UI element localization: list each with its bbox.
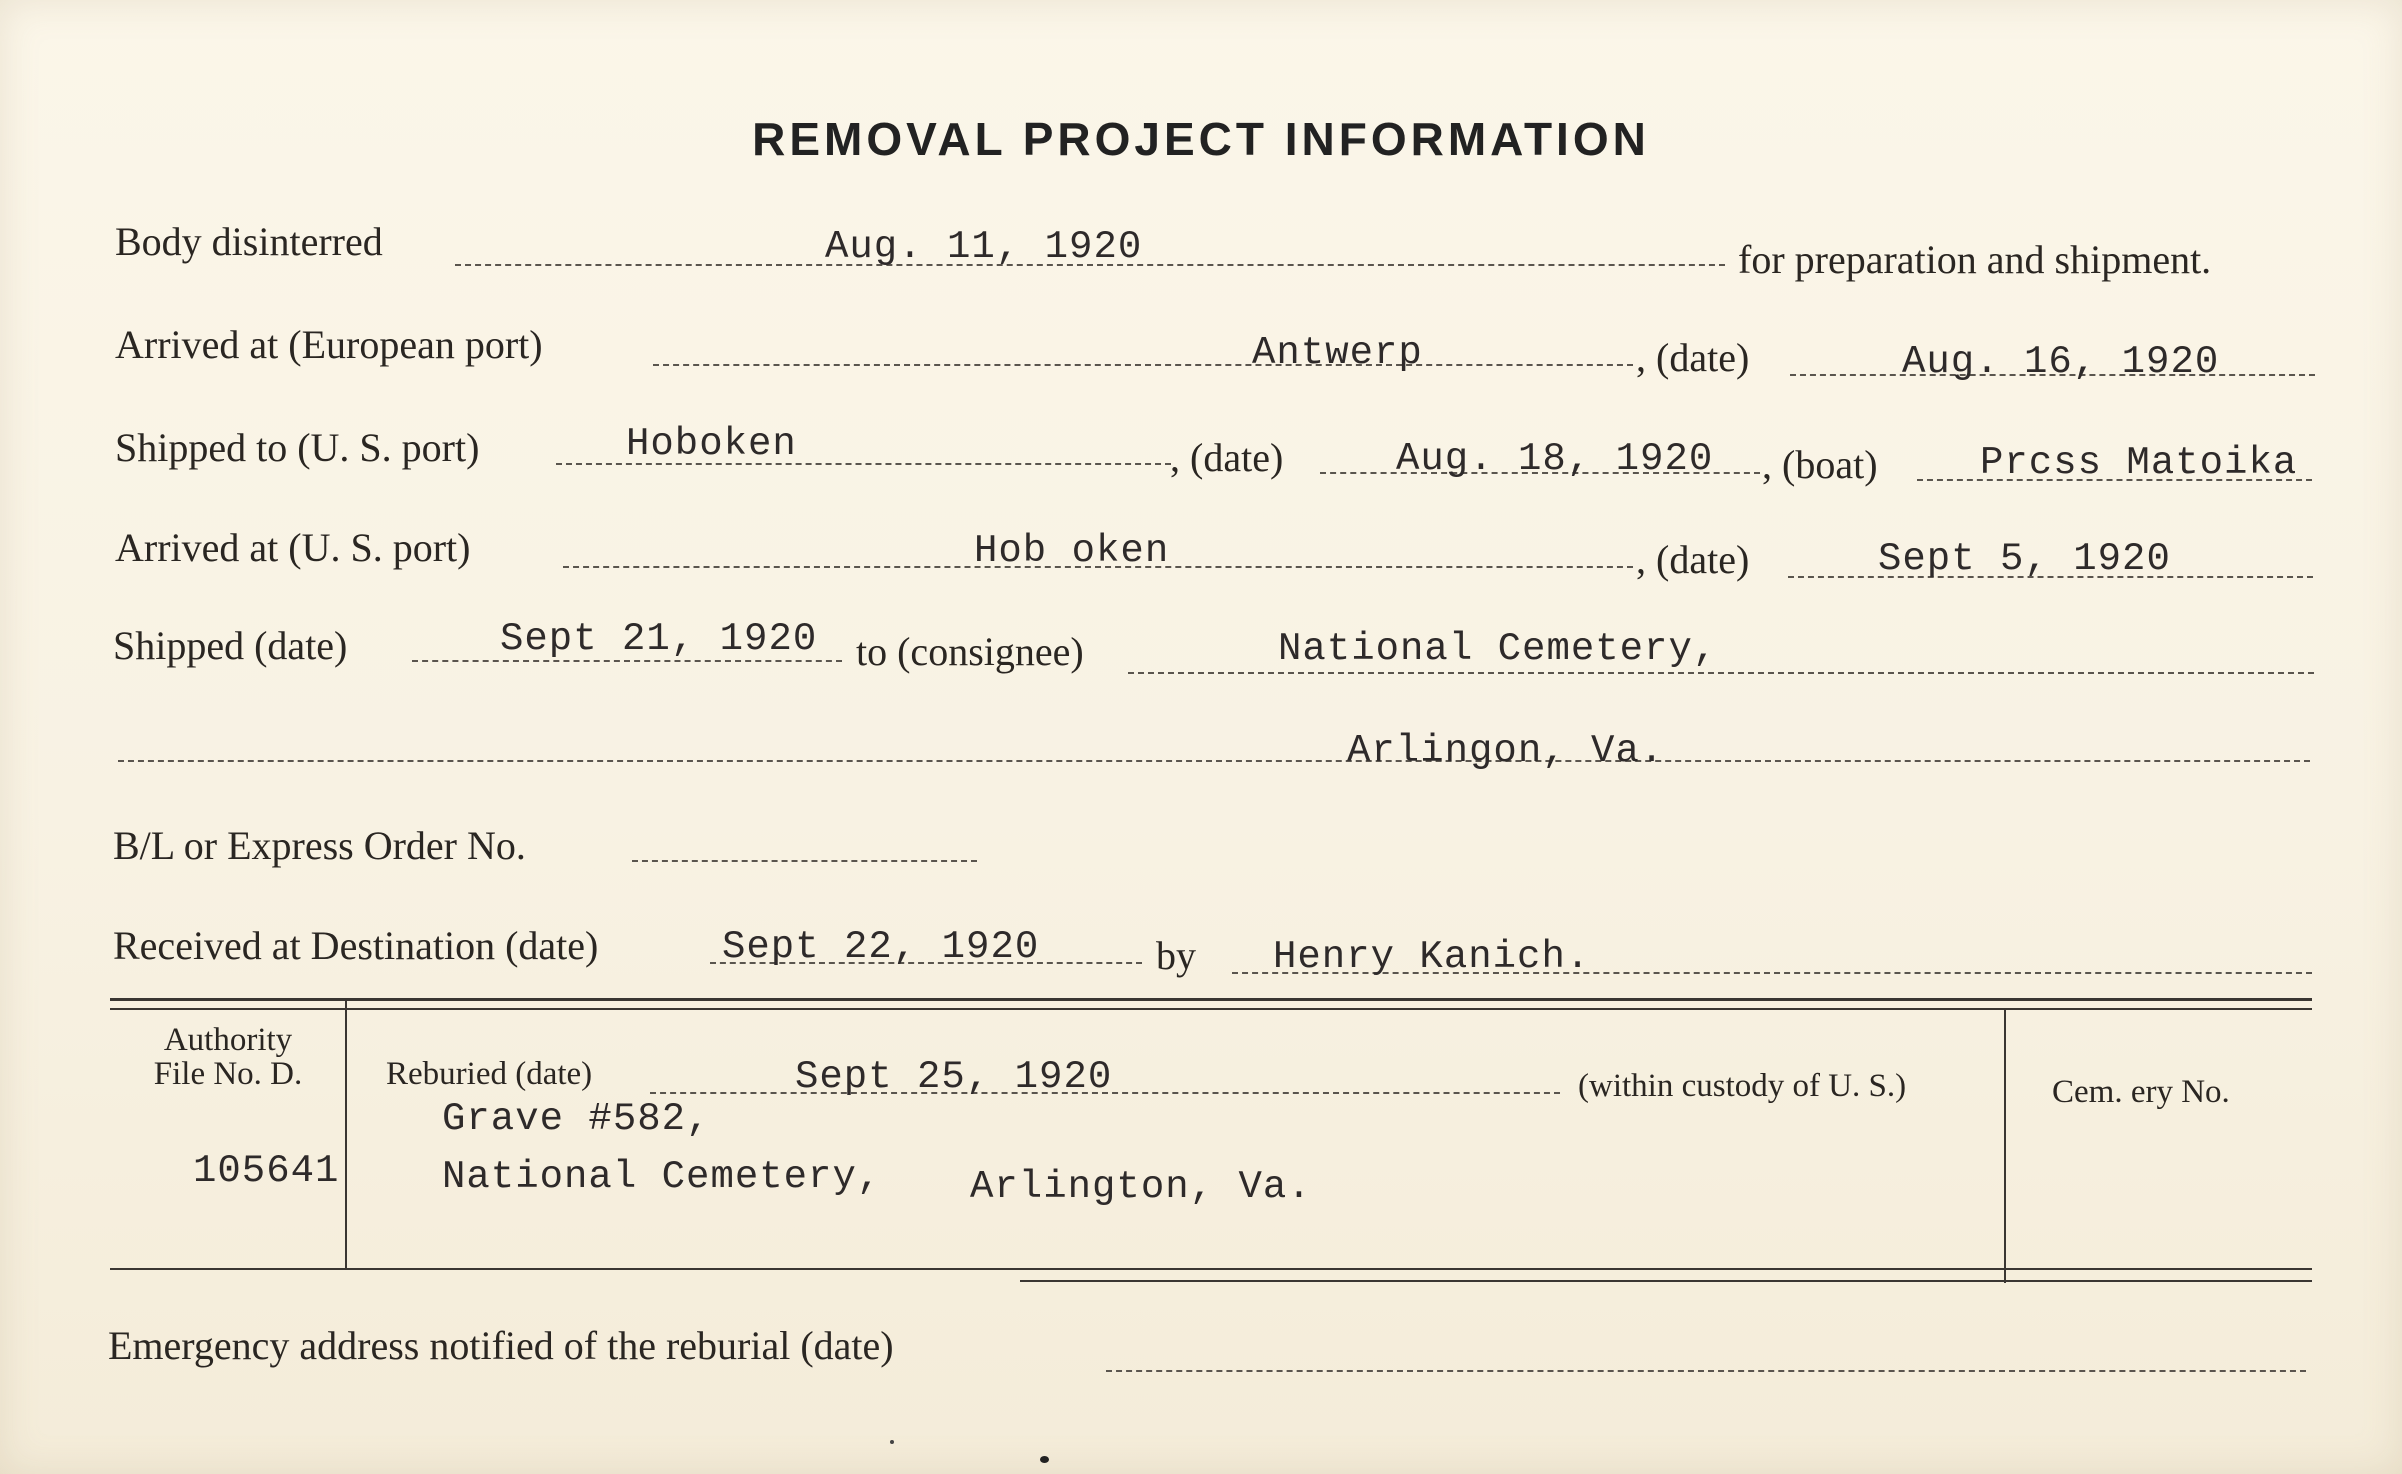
box-divider-right [2004, 1008, 2006, 1283]
reburied-label: Reburied (date) [386, 1056, 593, 1092]
box-divider-left [345, 998, 347, 1268]
disinterred-value: Aug. 11, 1920 [825, 225, 1143, 269]
grave-line-2: National Cemetery, [442, 1155, 882, 1199]
divider-bottom-2 [1020, 1280, 2312, 1282]
us-arrive-value: Hob oken [974, 529, 1170, 573]
reburied-value: Sept 25, 1920 [795, 1055, 1113, 1099]
us-ship-date-value: Aug. 18, 1920 [1396, 437, 1714, 481]
authority-label-1: Authority [163, 1022, 293, 1058]
divider-top [110, 998, 2312, 1001]
page-title: REMOVAL PROJECT INFORMATION [752, 113, 1650, 165]
divider-top-2 [110, 1008, 2312, 1010]
consignee-value: National Cemetery, [1278, 627, 1718, 671]
us-arrive-date-label: , (date) [1636, 537, 1750, 582]
divider-bottom [110, 1268, 2312, 1270]
ink-dot [1040, 1456, 1049, 1463]
cemetery-label: Cem. ery No. [2052, 1074, 2230, 1110]
bl-label: B/L or Express Order No. [113, 823, 526, 868]
emergency-label: Emergency address notified of the reburial (date) [108, 1323, 894, 1368]
us-ship-value: Hoboken [626, 422, 797, 466]
shipped-label: Shipped (date) [113, 623, 348, 668]
us-arrive-date-value: Sept 5, 1920 [1878, 537, 2171, 581]
received-label: Received at Destination (date) [113, 923, 599, 968]
emergency-line [1106, 1370, 2306, 1372]
received-by-value: Henry Kanich. [1273, 935, 1591, 979]
ink-dot-small [890, 1440, 894, 1444]
shipped-value: Sept 21, 1920 [500, 617, 818, 661]
boat-label: , (boat) [1762, 442, 1878, 487]
received-value: Sept 22, 1920 [722, 925, 1040, 969]
disinterred-label: Body disinterred [115, 219, 383, 264]
authority-value: 105641 [193, 1149, 340, 1193]
consignee-line-2-value: Arlingon, Va. [1347, 729, 1665, 773]
bl-line [632, 860, 977, 862]
authority-label-2: File No. D. [153, 1056, 303, 1092]
us-arrive-label: Arrived at (U. S. port) [115, 525, 471, 570]
us-ship-date-label: , (date) [1170, 435, 1284, 480]
euro-port-value: Antwerp [1252, 331, 1423, 375]
disinterred-suffix: for preparation and shipment. [1738, 237, 2212, 282]
euro-port-label: Arrived at (European port) [115, 322, 543, 367]
consignee-label: to (consignee) [856, 629, 1084, 674]
euro-date-value: Aug. 16, 1920 [1902, 340, 2220, 384]
grave-line-2b: Arlington, Va. [970, 1165, 1312, 1209]
euro-port-line [653, 364, 1633, 366]
boat-value: Prcss Matoika [1980, 441, 2298, 485]
consignee-line [1128, 672, 2314, 674]
us-ship-label: Shipped to (U. S. port) [115, 425, 480, 470]
grave-line-1: Grave #582, [442, 1097, 711, 1141]
received-by-label: by [1156, 933, 1196, 978]
euro-date-label: , (date) [1636, 335, 1750, 380]
custody-note: (within custody of U. S.) [1578, 1068, 1907, 1104]
consignee-line-2 [118, 760, 2310, 762]
